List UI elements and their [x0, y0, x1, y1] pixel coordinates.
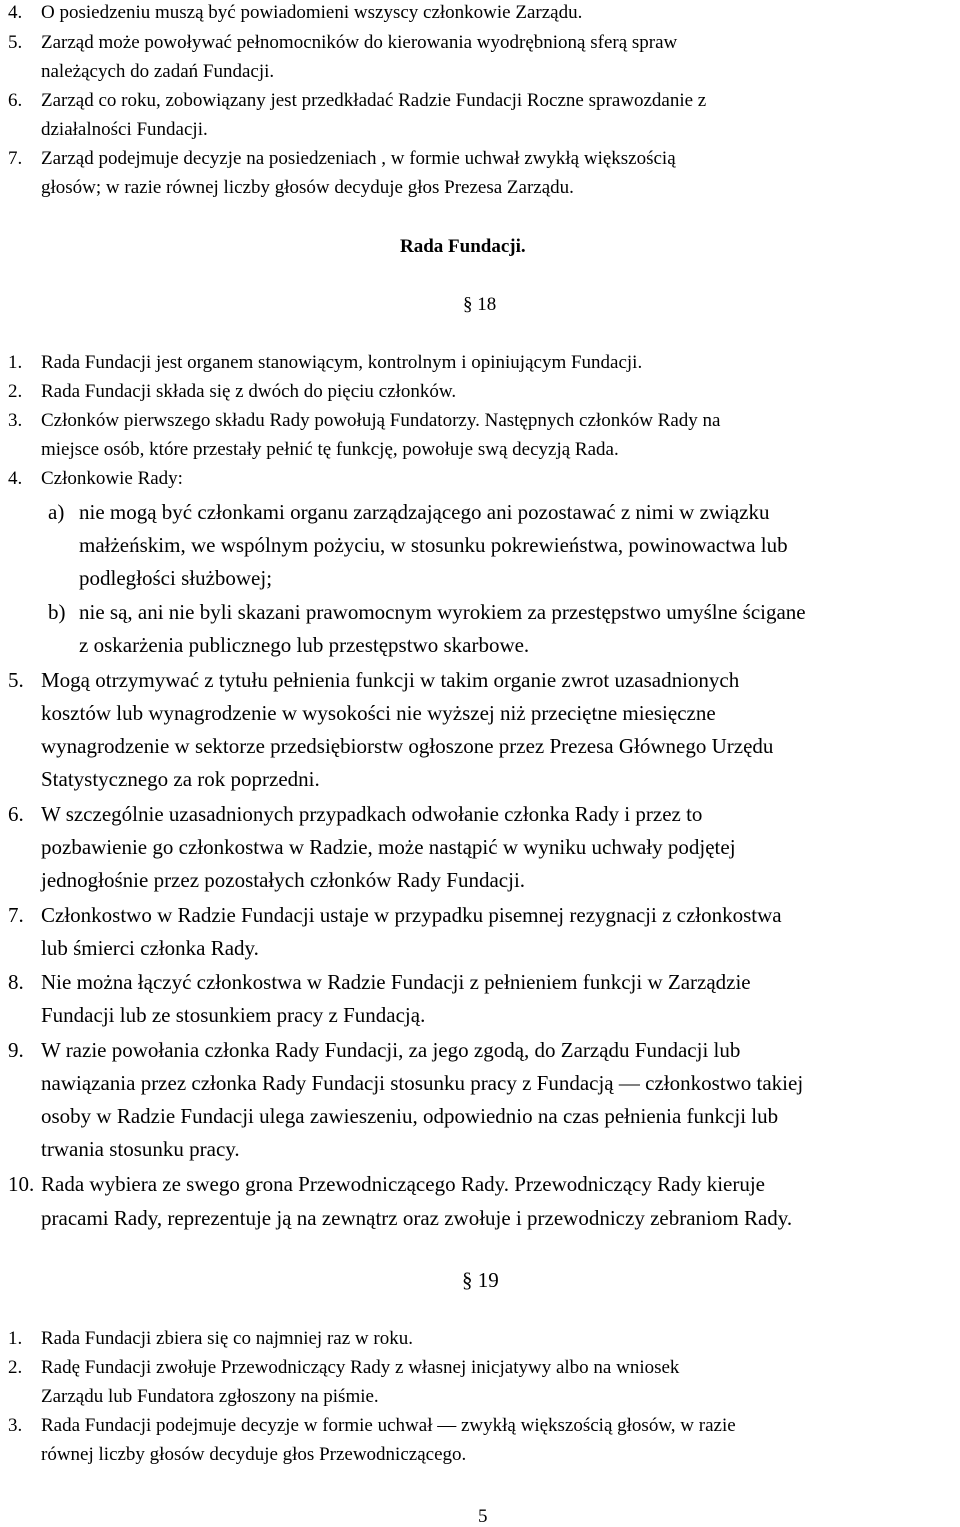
- paragraph-line: Mogą otrzymywać z tytułu pełnienia funkcji w takim organie zwrot uzasadnionych: [41, 668, 740, 692]
- list-number: 4.: [8, 2, 23, 23]
- paragraph-line: działalności Fundacji.: [41, 119, 208, 140]
- paragraph-line: Statystycznego za rok poprzedni.: [41, 767, 320, 791]
- paragraph-line: miejsce osób, które przestały pełnić tę funkcję, powołuje swą decyzją Rada.: [41, 439, 619, 460]
- paragraph-line: Radę Fundacji zwołuje Przewodniczący Rady z własnej inicjatywy albo na wniosek: [41, 1357, 680, 1378]
- paragraph-line: pozbawienie go członkostwa w Radzie, może nastąpić w wyniku uchwały podjętej: [41, 835, 736, 859]
- paragraph-line: Członków pierwszego składu Rady powołują Fundatorzy. Następnych członków Rady na: [41, 410, 721, 431]
- list-number: 8.: [8, 970, 24, 994]
- list-number: 6.: [8, 90, 23, 111]
- paragraph-line: Zarząd może powoływać pełnomocników do kierowania wyodrębnioną sferą spraw: [41, 32, 678, 53]
- paragraph-line: wynagrodzenie w sektorze przedsiębiorstw ogłoszone przez Prezesa Głównego Urzędu: [41, 734, 774, 758]
- paragraph-symbol-heading: § 18: [463, 294, 497, 315]
- paragraph-line: W razie powołania członka Rady Fundacji, za jego zgodą, do Zarządu Fundacji lub: [41, 1038, 741, 1062]
- list-number: 4.: [8, 468, 23, 489]
- list-number: 9.: [8, 1038, 24, 1062]
- list-letter: a): [48, 500, 65, 524]
- paragraph-line: W szczególnie uzasadnionych przypadkach odwołanie członka Rady i przez to: [41, 802, 703, 826]
- paragraph-symbol-heading: § 19: [462, 1268, 499, 1292]
- paragraph-line: lub śmierci członka Rady.: [41, 936, 259, 960]
- paragraph-line: Zarząd podejmuje decyzje na posiedzeniach , w formie uchwał zwykłą większością: [41, 148, 676, 169]
- list-letter: b): [48, 600, 66, 624]
- paragraph-line: Członkowie Rady:: [41, 468, 183, 489]
- list-number: 10.: [8, 1172, 35, 1196]
- paragraph-line: nawiązania przez członka Rady Fundacji stosunku pracy z Fundacją — członkostwo takiej: [41, 1071, 804, 1095]
- list-number: 3.: [8, 1415, 23, 1436]
- paragraph-line: z oskarżenia publicznego lub przestępstwo skarbowe.: [79, 633, 530, 657]
- paragraph-line: Rada Fundacji jest organem stanowiącym, kontrolnym i opiniującym Fundacji.: [41, 352, 643, 373]
- paragraph-line: Rada Fundacji zbiera się co najmniej raz w roku.: [41, 1328, 413, 1349]
- paragraph-line: nie mogą być członkami organu zarządzającego ani pozostawać z nimi w związku: [79, 500, 770, 524]
- paragraph-line: Rada Fundacji składa się z dwóch do pięciu członków.: [41, 381, 457, 402]
- paragraph-line: Zarząd co roku, zobowiązany jest przedkładać Radzie Fundacji Roczne sprawozdanie z: [41, 90, 707, 111]
- paragraph-line: O posiedzeniu muszą być powiadomieni wszyscy członkowie Zarządu.: [41, 2, 583, 23]
- paragraph-line: nie są, ani nie byli skazani prawomocnym wyrokiem za przestępstwo umyślne ścigane: [79, 600, 806, 624]
- paragraph-line: Członkostwo w Radzie Fundacji ustaje w przypadku pisemnej rezygnacji z członkostwa: [41, 903, 782, 927]
- paragraph-line: trwania stosunku pracy.: [41, 1137, 240, 1161]
- list-number: 5.: [8, 668, 24, 692]
- section-heading: Rada Fundacji.: [400, 236, 526, 257]
- list-number: 6.: [8, 802, 24, 826]
- paragraph-line: Rada Fundacji podejmuje decyzje w formie uchwał — zwykłą większością głosów, w razie: [41, 1415, 736, 1436]
- list-number: 1.: [8, 1328, 23, 1349]
- list-number: 7.: [8, 903, 24, 927]
- paragraph-line: osoby w Radzie Fundacji ulega zawieszeniu, odpowiednio na czas pełnienia funkcji lub: [41, 1104, 779, 1128]
- paragraph-line: należących do zadań Fundacji.: [41, 61, 275, 82]
- list-number: 5.: [8, 32, 23, 53]
- paragraph-line: Rada wybiera ze swego grona Przewodniczącego Rady. Przewodniczący Rady kieruje: [41, 1172, 766, 1196]
- paragraph-line: podległości służbowej;: [79, 566, 273, 590]
- paragraph-line: Zarządu lub Fundatora zgłoszony na piśmie.: [41, 1386, 379, 1407]
- list-number: 2.: [8, 381, 23, 402]
- paragraph-line: Fundacji lub ze stosunkiem pracy z Fundacją.: [41, 1003, 426, 1027]
- paragraph-line: kosztów lub wynagrodzenie w wysokości nie wyższej niż przeciętne miesięczne: [41, 701, 716, 725]
- paragraph-line: równej liczby głosów decyduje głos Przewodniczącego.: [41, 1444, 467, 1465]
- paragraph-line: jednogłośnie przez pozostałych członków Rady Fundacji.: [41, 868, 526, 892]
- paragraph-line: głosów; w razie równej liczby głosów decyduje głos Prezesa Zarządu.: [41, 177, 574, 198]
- list-number: 1.: [8, 352, 23, 373]
- paragraph-line: pracami Rady, reprezentuje ją na zewnątrz oraz zwołuje i przewodniczy zebraniom Rady.: [41, 1206, 793, 1230]
- list-number: 3.: [8, 410, 23, 431]
- paragraph-line: małżeńskim, we wspólnym pożyciu, w stosunku pokrewieństwa, powinowactwa lub: [79, 533, 788, 557]
- paragraph-line: Nie można łączyć członkostwa w Radzie Fundacji z pełnieniem funkcji w Zarządzie: [41, 970, 751, 994]
- list-number: 2.: [8, 1357, 23, 1378]
- page-number: 5: [478, 1506, 488, 1527]
- list-number: 7.: [8, 148, 23, 169]
